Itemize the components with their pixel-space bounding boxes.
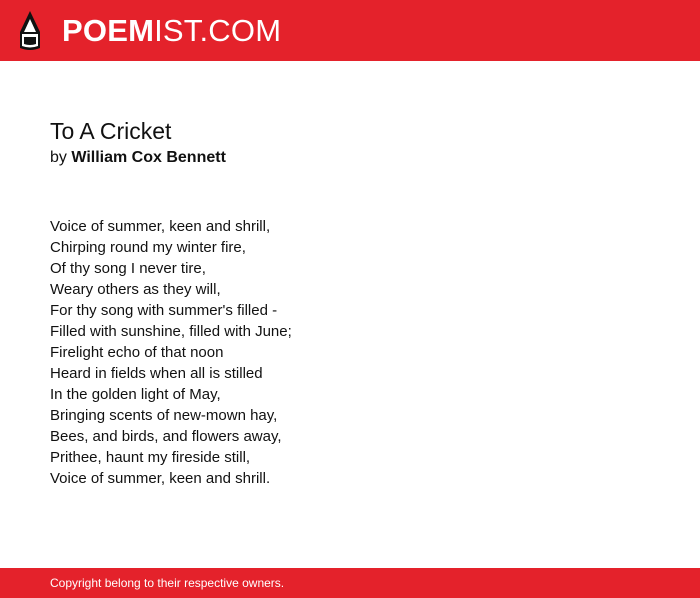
poem-line: Weary others as they will, [50, 281, 221, 298]
author-name: William Cox Bennett [71, 149, 226, 166]
logo-bold-text: POEM [62, 13, 155, 48]
poem-line: Voice of summer, keen and shrill, [50, 218, 271, 235]
poem-line: Heard in fields when all is stilled [50, 365, 263, 382]
poem-line: Bringing scents of new-mown hay, [50, 407, 278, 424]
poem-line: Bees, and birds, and flowers away, [50, 428, 282, 445]
site-header [0, 0, 700, 61]
site-logo-link[interactable] [62, 13, 281, 49]
poem-line: Chirping round my winter fire, [50, 239, 246, 256]
poem-line: Firelight echo of that noon [50, 344, 224, 361]
copyright-text: Copyright belong to their respective owners. [50, 576, 285, 590]
poem-line: Voice of summer, keen and shrill. [50, 470, 271, 487]
poem-line: For thy song with summer's filled - [50, 302, 278, 319]
poem-line: Of thy song I never tire, [50, 260, 206, 277]
byline-prefix: by [50, 149, 67, 166]
byline [50, 147, 650, 169]
poem-body [50, 216, 650, 489]
poem-content [50, 116, 650, 489]
pencil-tip-icon[interactable] [18, 10, 42, 51]
poem-line: Prithee, haunt my fireside still, [50, 449, 251, 466]
poem-line: Filled with sunshine, filled with June; [50, 323, 292, 340]
logo-light-text: IST.COM [154, 13, 282, 48]
site-footer [0, 568, 700, 598]
poem-line: In the golden light of May, [50, 386, 221, 403]
poem-title: To A Cricket [50, 118, 172, 144]
